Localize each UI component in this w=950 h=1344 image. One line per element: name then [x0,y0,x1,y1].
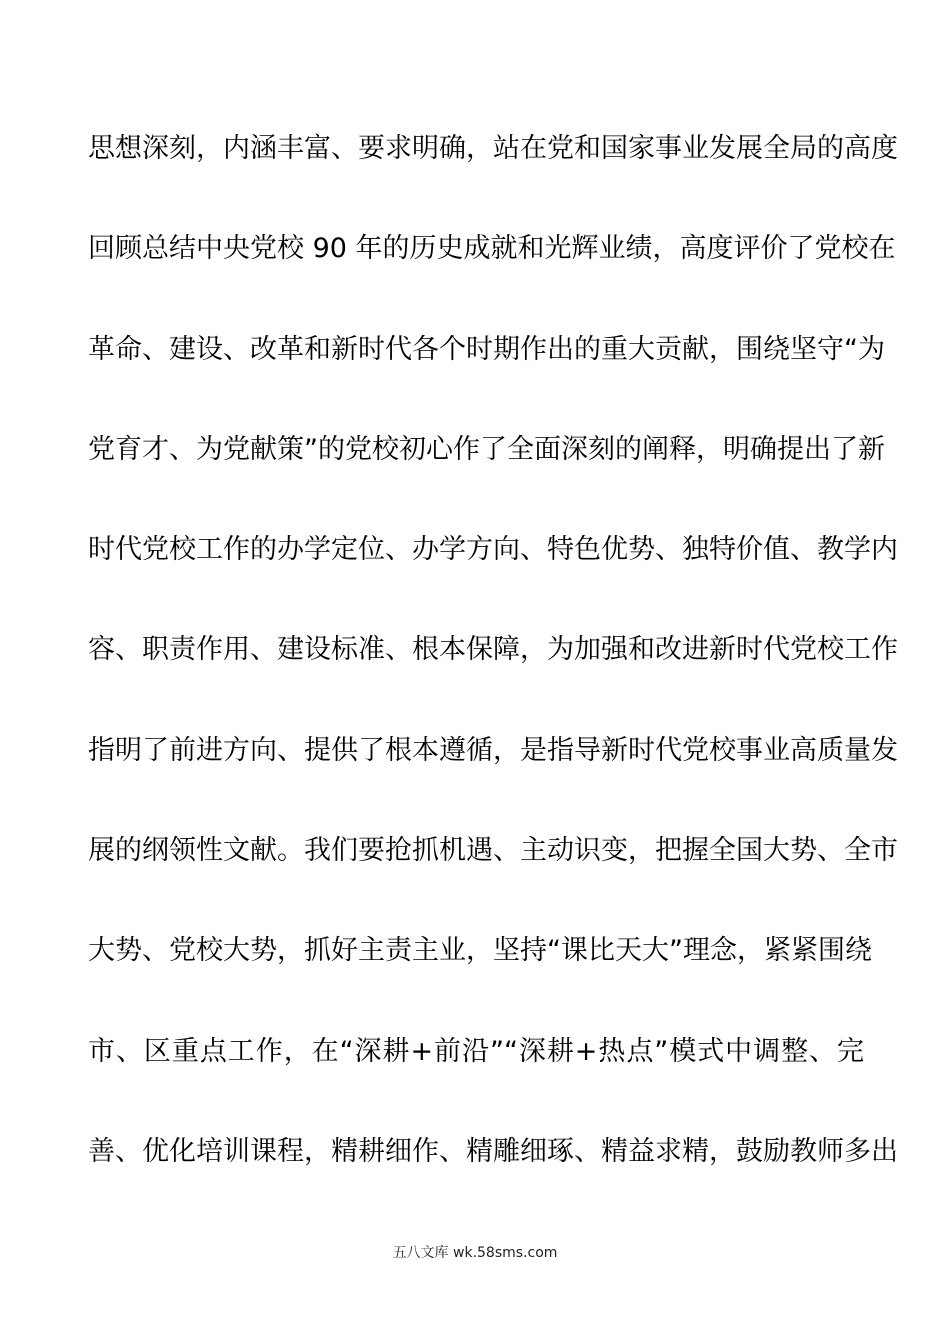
text-line: 时代党校工作的办学定位、办学方向、特色优势、独特价值、教学内 [88,534,898,566]
text-line: 革命、建设、改革和新时代各个时期作出的重大贡献，围绕坚守“为 [88,333,885,365]
text-line: 善、优化培训课程，精耕细作、精雕细琢、精益求精，鼓励教师多出 [88,1135,898,1167]
body-text [88,124,898,1227]
text-line: 市、区重点工作，在“深耕+前沿”“深耕+热点”模式中调整、完 [88,1035,864,1067]
text-line: 回顾总结中央党校 90 年的历史成就和光辉业绩，高度评价了党校在 [88,233,896,265]
footer-watermark: 五八文库 wk.58sms.com [392,1245,558,1261]
text-line: 容、职责作用、建设标准、根本保障，为加强和改进新时代党校工作 [88,634,898,666]
text-line: 展的纲领性文献。我们要抢抓机遇、主动识变，把握全国大势、全市 [88,835,898,867]
text-line: 大势、党校大势，抓好主责主业，坚持“课比天大”理念，紧紧围绕 [88,935,872,967]
text-line: 思想深刻，内涵丰富、要求明确，站在党和国家事业发展全局的高度 [88,133,898,164]
text-line: 党育才、为党献策”的党校初心作了全面深刻的阐释，明确提出了新 [88,433,885,465]
text-line: 指明了前进方向、提供了根本遵循，是指导新时代党校事业高质量发 [88,734,898,766]
